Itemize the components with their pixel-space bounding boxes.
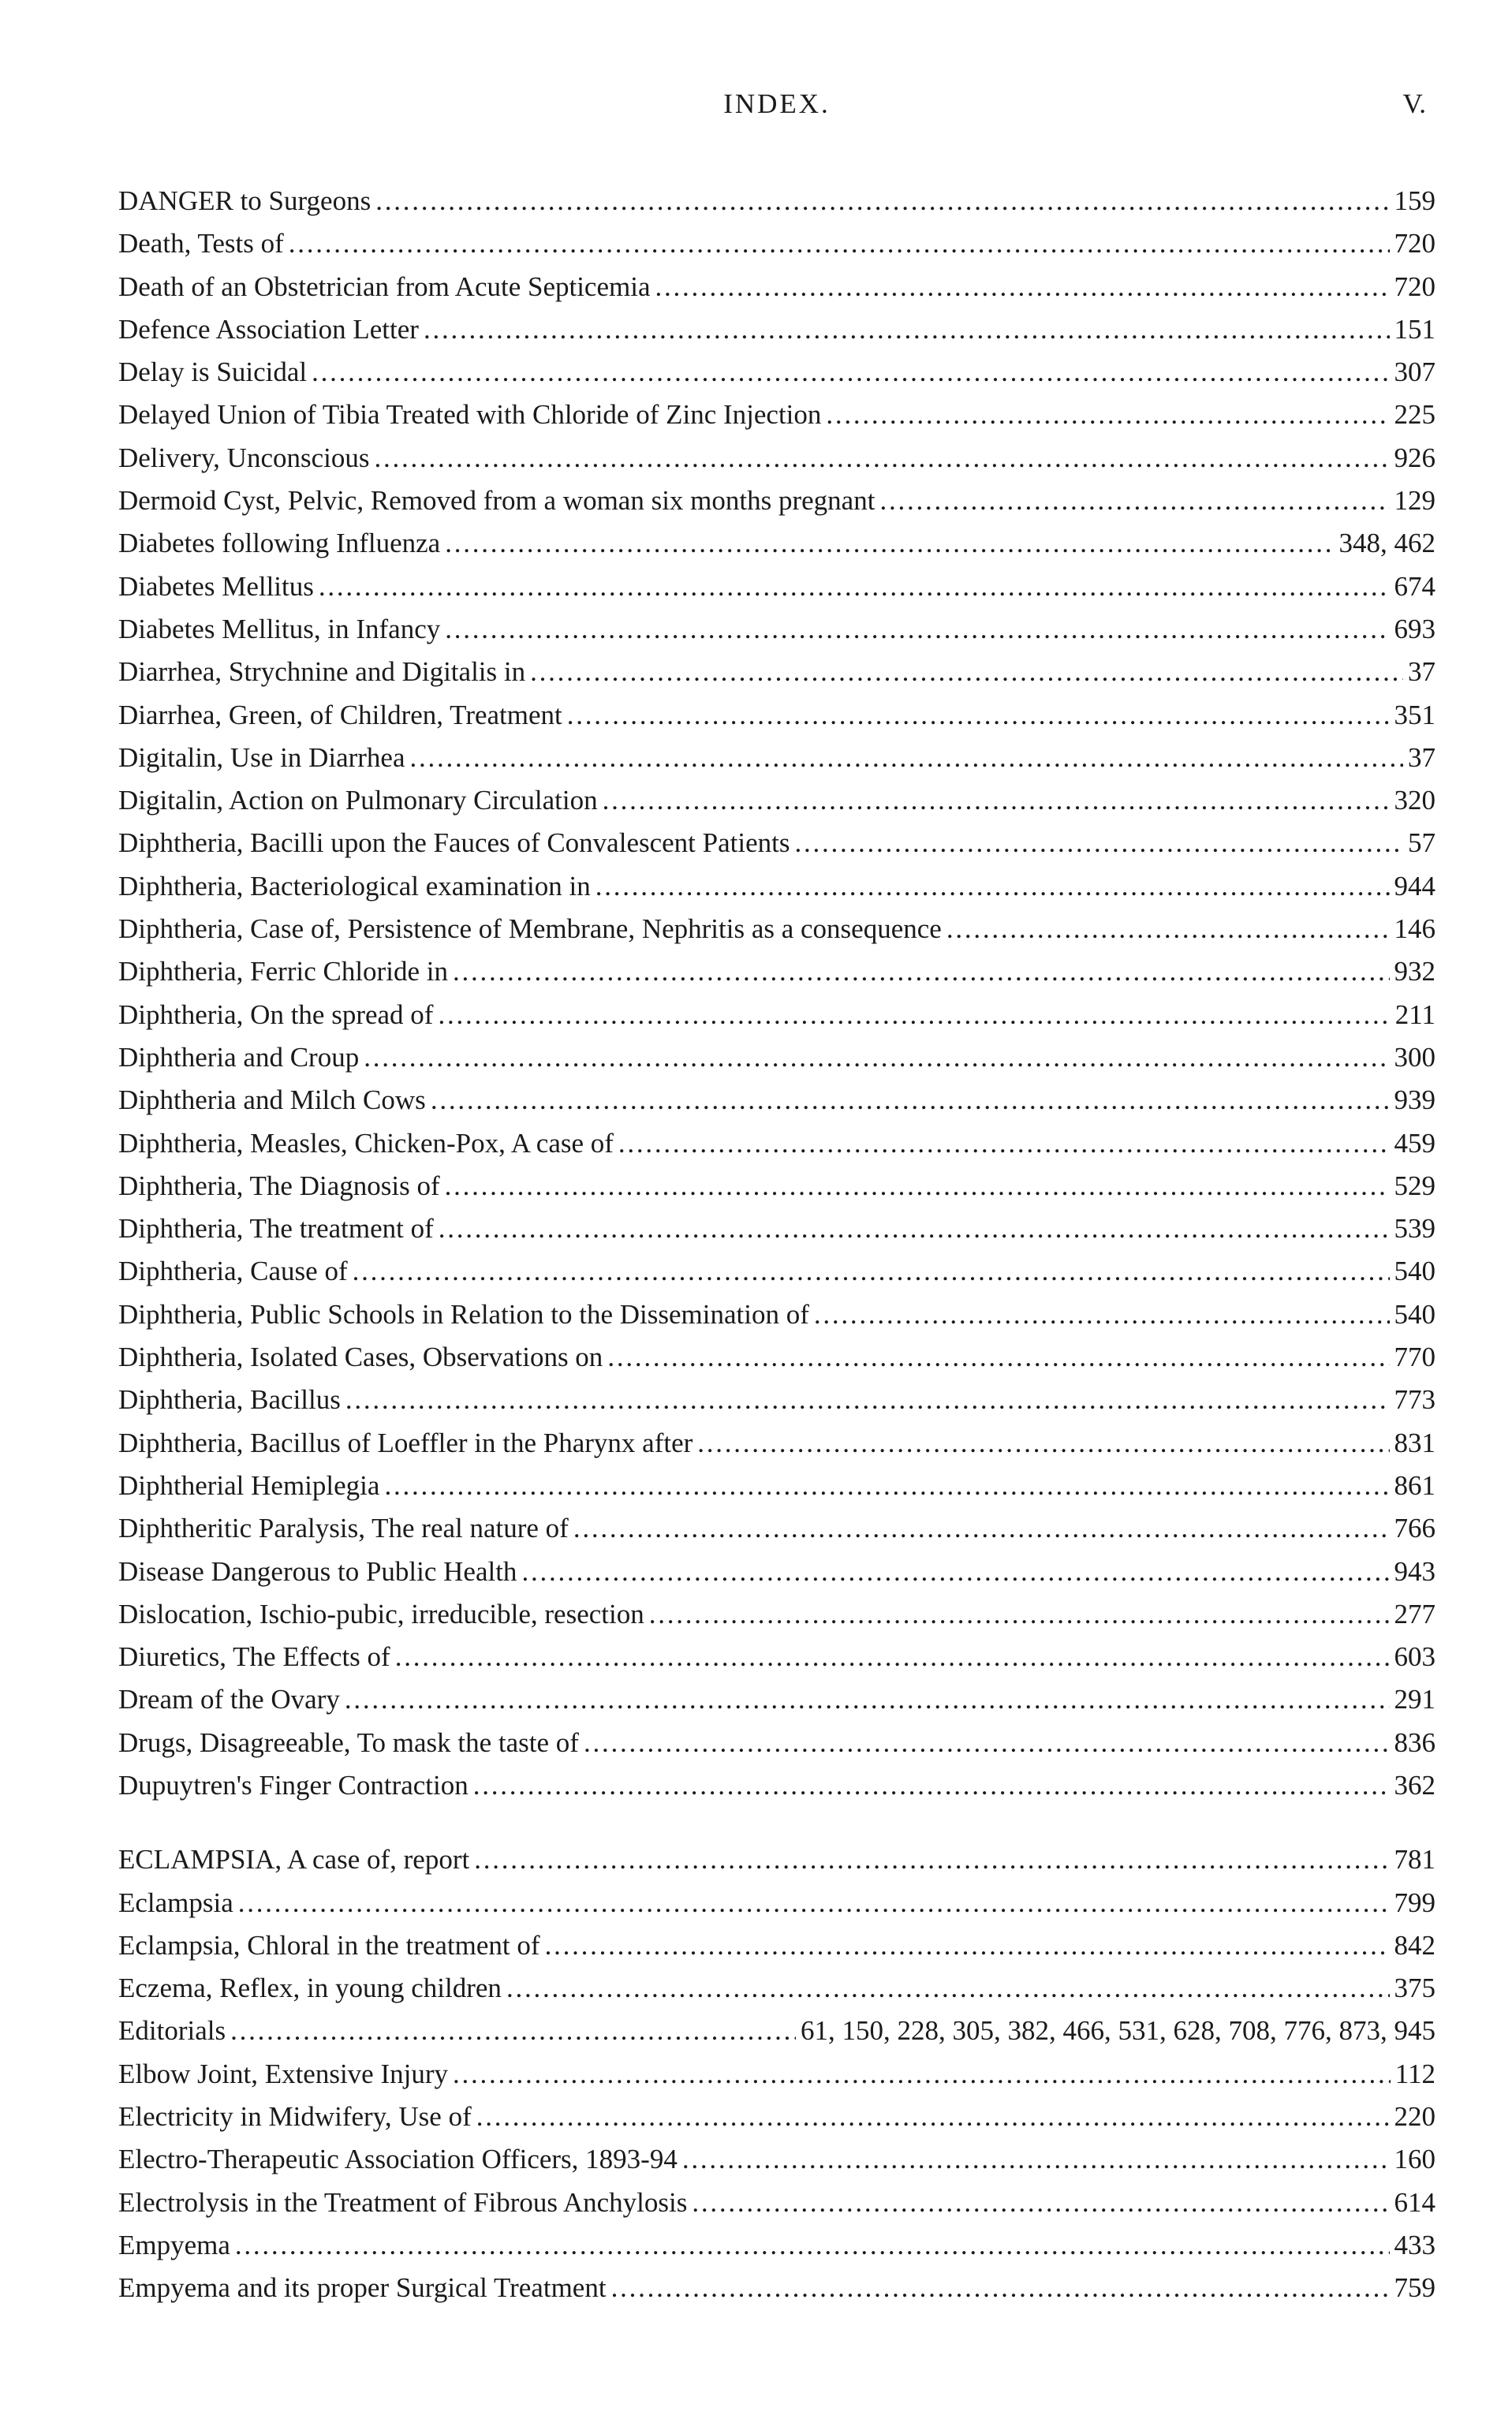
index-term: Diarrhea, Strychnine and Digitalis in xyxy=(118,656,526,688)
index-term: Empyema and its proper Surgical Treatment xyxy=(118,2272,607,2304)
index-entry xyxy=(118,1924,1435,1967)
index-term: Diphtheria, Public Schools in Relation to the Dissemination of xyxy=(118,1298,809,1330)
dot-leader xyxy=(445,522,1334,565)
index-term: Dislocation, Ischio-pubic, irreducible, resection xyxy=(118,1598,644,1629)
index-page-refs: 693 xyxy=(1394,613,1435,644)
page-number: V. xyxy=(1402,88,1426,119)
index-entry xyxy=(118,1336,1435,1379)
index-term: Dermoid Cyst, Pelvic, Removed from a woman six months pregnant xyxy=(118,485,875,517)
index-page-refs: 151 xyxy=(1394,313,1435,345)
dot-leader xyxy=(530,651,1403,693)
index-page-refs: 129 xyxy=(1394,485,1435,517)
index-page-refs: 944 xyxy=(1394,870,1435,901)
index-entry xyxy=(118,822,1435,864)
dot-leader xyxy=(289,222,1390,265)
index-entry xyxy=(118,651,1435,693)
index-entry xyxy=(118,1678,1435,1721)
index-term: Death, Tests of xyxy=(118,228,284,259)
index-term: Diabetes following Influenza xyxy=(118,528,441,559)
index-term: Digitalin, Use in Diarrhea xyxy=(118,741,405,773)
dot-leader xyxy=(375,437,1390,480)
index-page-refs: 720 xyxy=(1394,228,1435,259)
dot-leader xyxy=(655,266,1390,308)
index-entry xyxy=(118,1636,1435,1678)
index-page-refs: 320 xyxy=(1394,785,1435,816)
index-term: Eczema, Reflex, in young children xyxy=(118,1973,502,2004)
dot-leader xyxy=(794,822,1403,864)
index-page-refs: 842 xyxy=(1394,1929,1435,1961)
index-page-refs: 861 xyxy=(1394,1469,1435,1501)
index-page-refs: 211 xyxy=(1394,999,1435,1030)
index-page-refs: 291 xyxy=(1394,1684,1435,1715)
dot-leader xyxy=(438,994,1390,1036)
index-list xyxy=(118,180,1435,2310)
index-entry xyxy=(118,2010,1435,2052)
index-page-refs: 433 xyxy=(1394,2229,1435,2260)
dot-leader xyxy=(431,1079,1390,1122)
index-page-refs: 146 xyxy=(1394,913,1435,945)
index-page-refs: 159 xyxy=(1394,185,1435,216)
index-page-refs: 766 xyxy=(1394,1513,1435,1544)
index-term: Diphtheria, Bacillus xyxy=(118,1384,341,1416)
index-entry xyxy=(118,1967,1435,2010)
index-page-refs: 831 xyxy=(1394,1427,1435,1458)
dot-leader xyxy=(453,2053,1391,2096)
index-entry xyxy=(118,1764,1435,1807)
index-page-refs: 943 xyxy=(1394,1555,1435,1587)
index-page-refs: 529 xyxy=(1394,1170,1435,1201)
index-entry xyxy=(118,694,1435,737)
index-term: Editorials xyxy=(118,2015,226,2047)
index-entry xyxy=(118,1422,1435,1465)
index-term: Diphtherial Hemiplegia xyxy=(118,1469,380,1501)
index-entry xyxy=(118,2096,1435,2138)
index-entry xyxy=(118,2182,1435,2224)
dot-leader xyxy=(603,779,1390,822)
index-page-refs: 539 xyxy=(1394,1213,1435,1245)
index-page-refs: 540 xyxy=(1394,1298,1435,1330)
dot-leader xyxy=(506,1967,1390,2010)
index-term: Defence Association Letter xyxy=(118,313,419,345)
dot-leader xyxy=(345,1379,1390,1421)
index-entry xyxy=(118,266,1435,308)
dot-leader xyxy=(345,1678,1390,1721)
index-term: Diabetes Mellitus xyxy=(118,570,314,602)
index-entry xyxy=(118,865,1435,908)
index-term: Delivery, Unconscious xyxy=(118,442,370,473)
page-header xyxy=(118,88,1435,128)
dot-leader xyxy=(439,1208,1390,1250)
index-term: Electro-Therapeutic Association Officers, 1893-94 xyxy=(118,2144,678,2175)
index-entry xyxy=(118,222,1435,265)
index-term: ECLAMPSIA, A case of, report xyxy=(118,1844,470,1876)
index-term: Electrolysis in the Treatment of Fibrous Anchylosis xyxy=(118,2186,688,2218)
index-term: Diphtheritic Paralysis, The real nature of xyxy=(118,1513,569,1544)
dot-leader xyxy=(611,2267,1390,2309)
index-page-refs: 720 xyxy=(1394,271,1435,302)
index-term: Diphtheria, On the spread of xyxy=(118,999,434,1030)
index-page-refs: 759 xyxy=(1394,2272,1435,2304)
dot-leader xyxy=(521,1551,1389,1593)
index-term: Diphtheria, Bacilli upon the Fauces of Convalescent Patients xyxy=(118,827,790,859)
dot-leader xyxy=(474,1838,1389,1881)
index-entry xyxy=(118,608,1435,651)
index-term: Diphtheria and Milch Cows xyxy=(118,1084,426,1116)
index-term: Diphtheria, Bacteriological examination in xyxy=(118,870,591,901)
index-page-refs: 773 xyxy=(1394,1384,1435,1416)
dot-leader xyxy=(584,1722,1390,1764)
index-page-refs: 57 xyxy=(1408,827,1435,859)
index-page-refs: 926 xyxy=(1394,442,1435,473)
index-entry xyxy=(118,522,1435,565)
index-page-refs: 220 xyxy=(1394,2101,1435,2133)
dot-leader xyxy=(879,480,1389,522)
index-entry xyxy=(118,908,1435,950)
dot-leader xyxy=(595,865,1390,908)
dot-leader xyxy=(476,2096,1390,2138)
index-term: Empyema xyxy=(118,2229,230,2260)
index-page-refs: 799 xyxy=(1394,1887,1435,1918)
dot-leader xyxy=(230,2010,796,2052)
dot-leader xyxy=(235,2224,1390,2267)
index-page-refs: 277 xyxy=(1394,1598,1435,1629)
index-page-refs: 61, 150, 228, 305, 382, 466, 531, 628, 708, 776, 873, 945 xyxy=(801,2015,1435,2047)
index-term: Diphtheria, Case of, Persistence of Membrane, Nephritis as a consequence xyxy=(118,913,942,945)
index-page-refs: 225 xyxy=(1394,399,1435,431)
index-term: Diphtheria, Ferric Chloride in xyxy=(118,956,448,987)
index-term: Electricity in Midwifery, Use of xyxy=(118,2101,472,2133)
index-term: Diphtheria, Isolated Cases, Observations on xyxy=(118,1342,603,1373)
dot-leader xyxy=(364,1036,1389,1079)
index-page-refs: 770 xyxy=(1394,1342,1435,1373)
index-page-refs: 459 xyxy=(1394,1127,1435,1159)
index-page-refs: 362 xyxy=(1394,1769,1435,1801)
index-term: Death of an Obstetrician from Acute Septicemia xyxy=(118,271,651,302)
index-term: Diphtheria, Cause of xyxy=(118,1256,348,1287)
index-page-refs: 160 xyxy=(1394,2144,1435,2175)
index-entry xyxy=(118,994,1435,1036)
dot-leader xyxy=(375,180,1389,222)
index-term: Diphtheria, The Diagnosis of xyxy=(118,1170,440,1201)
index-entry xyxy=(118,1293,1435,1336)
index-page-refs: 836 xyxy=(1394,1726,1435,1758)
index-entry xyxy=(118,1250,1435,1293)
index-page-refs: 348, 462 xyxy=(1338,528,1435,559)
index-term: Digitalin, Action on Pulmonary Circulation xyxy=(118,785,598,816)
dot-leader xyxy=(826,394,1389,436)
index-term: Drugs, Disagreeable, To mask the taste of xyxy=(118,1726,579,1758)
dot-leader xyxy=(697,1422,1389,1465)
index-entry xyxy=(118,2224,1435,2267)
index-page-refs: 674 xyxy=(1394,570,1435,602)
dot-leader xyxy=(946,908,1390,950)
index-entry xyxy=(118,1882,1435,1924)
dot-leader xyxy=(814,1293,1390,1336)
index-page-refs: 781 xyxy=(1394,1844,1435,1876)
index-term: Dupuytren's Finger Contraction xyxy=(118,1769,469,1801)
index-term: DANGER to Surgeons xyxy=(118,185,371,216)
dot-leader xyxy=(445,1165,1390,1208)
index-entry xyxy=(118,308,1435,351)
dot-leader xyxy=(473,1764,1390,1807)
index-page-refs: 37 xyxy=(1408,741,1435,773)
dot-leader xyxy=(319,566,1390,608)
index-entry xyxy=(118,1507,1435,1550)
index-entry xyxy=(118,737,1435,779)
index-entry xyxy=(118,779,1435,822)
dot-leader xyxy=(649,1593,1390,1636)
dot-leader xyxy=(453,950,1390,993)
index-term: Elbow Joint, Extensive Injury xyxy=(118,2058,449,2089)
index-term: Diarrhea, Green, of Children, Treatment xyxy=(118,699,562,730)
index-term: Diuretics, The Effects of xyxy=(118,1641,390,1673)
index-term: Diphtheria and Croup xyxy=(118,1041,360,1073)
dot-leader xyxy=(545,1924,1390,1967)
index-page-refs: 307 xyxy=(1394,356,1435,388)
index-entry xyxy=(118,1036,1435,1079)
index-page-refs: 540 xyxy=(1394,1256,1435,1287)
index-entry xyxy=(118,2138,1435,2181)
index-page-refs: 37 xyxy=(1408,656,1435,688)
index-term: Diphtheria, The treatment of xyxy=(118,1213,434,1245)
index-page-refs: 603 xyxy=(1394,1641,1435,1673)
dot-leader xyxy=(618,1122,1390,1165)
index-entry xyxy=(118,437,1435,480)
dot-leader xyxy=(445,608,1389,651)
dot-leader xyxy=(238,1882,1390,1924)
index-page-refs: 932 xyxy=(1394,956,1435,987)
index-entry xyxy=(118,1165,1435,1208)
dot-leader xyxy=(384,1465,1389,1507)
dot-leader xyxy=(410,737,1403,779)
index-term: Diphtheria, Measles, Chicken-Pox, A case of xyxy=(118,1127,614,1159)
index-entry xyxy=(118,2053,1435,2096)
index-term: Delayed Union of Tibia Treated with Chloride of Zinc Injection xyxy=(118,399,822,431)
index-page-refs: 300 xyxy=(1394,1041,1435,1073)
index-term: Delay is Suicidal xyxy=(118,356,308,388)
index-term: Eclampsia, Chloral in the treatment of xyxy=(118,1929,540,1961)
index-entry xyxy=(118,351,1435,394)
index-entry xyxy=(118,566,1435,608)
dot-leader xyxy=(573,1507,1390,1550)
index-entry xyxy=(118,1122,1435,1165)
index-entry xyxy=(118,1208,1435,1250)
index-page-refs: 375 xyxy=(1394,1973,1435,2004)
dot-leader xyxy=(607,1336,1389,1379)
index-term: Dream of the Ovary xyxy=(118,1684,340,1715)
index-entry xyxy=(118,180,1435,222)
index-entry xyxy=(118,394,1435,436)
dot-leader xyxy=(353,1250,1390,1293)
index-term: Diphtheria, Bacillus of Loeffler in the Pharynx after xyxy=(118,1427,693,1458)
dot-leader xyxy=(312,351,1389,394)
index-entry xyxy=(118,1079,1435,1122)
index-term: Eclampsia xyxy=(118,1887,233,1918)
dot-leader xyxy=(567,694,1390,737)
dot-leader xyxy=(682,2138,1390,2181)
index-page-refs: 112 xyxy=(1394,2058,1435,2089)
index-term: Diabetes Mellitus, in Infancy xyxy=(118,613,441,644)
index-entry xyxy=(118,1379,1435,1421)
page-title: INDEX. xyxy=(723,88,831,119)
index-entry xyxy=(118,1551,1435,1593)
index-entry xyxy=(118,950,1435,993)
index-term: Disease Dangerous to Public Health xyxy=(118,1555,517,1587)
index-entry xyxy=(118,1838,1435,1881)
index-page-refs: 614 xyxy=(1394,2186,1435,2218)
dot-leader xyxy=(424,308,1390,351)
index-entry xyxy=(118,480,1435,522)
index-entry xyxy=(118,1722,1435,1764)
index-page-refs: 939 xyxy=(1394,1084,1435,1116)
dot-leader xyxy=(395,1636,1390,1678)
index-entry xyxy=(118,2267,1435,2309)
index-entry xyxy=(118,1465,1435,1507)
index-entry xyxy=(118,1593,1435,1636)
index-page-refs: 351 xyxy=(1394,699,1435,730)
dot-leader xyxy=(692,2182,1389,2224)
